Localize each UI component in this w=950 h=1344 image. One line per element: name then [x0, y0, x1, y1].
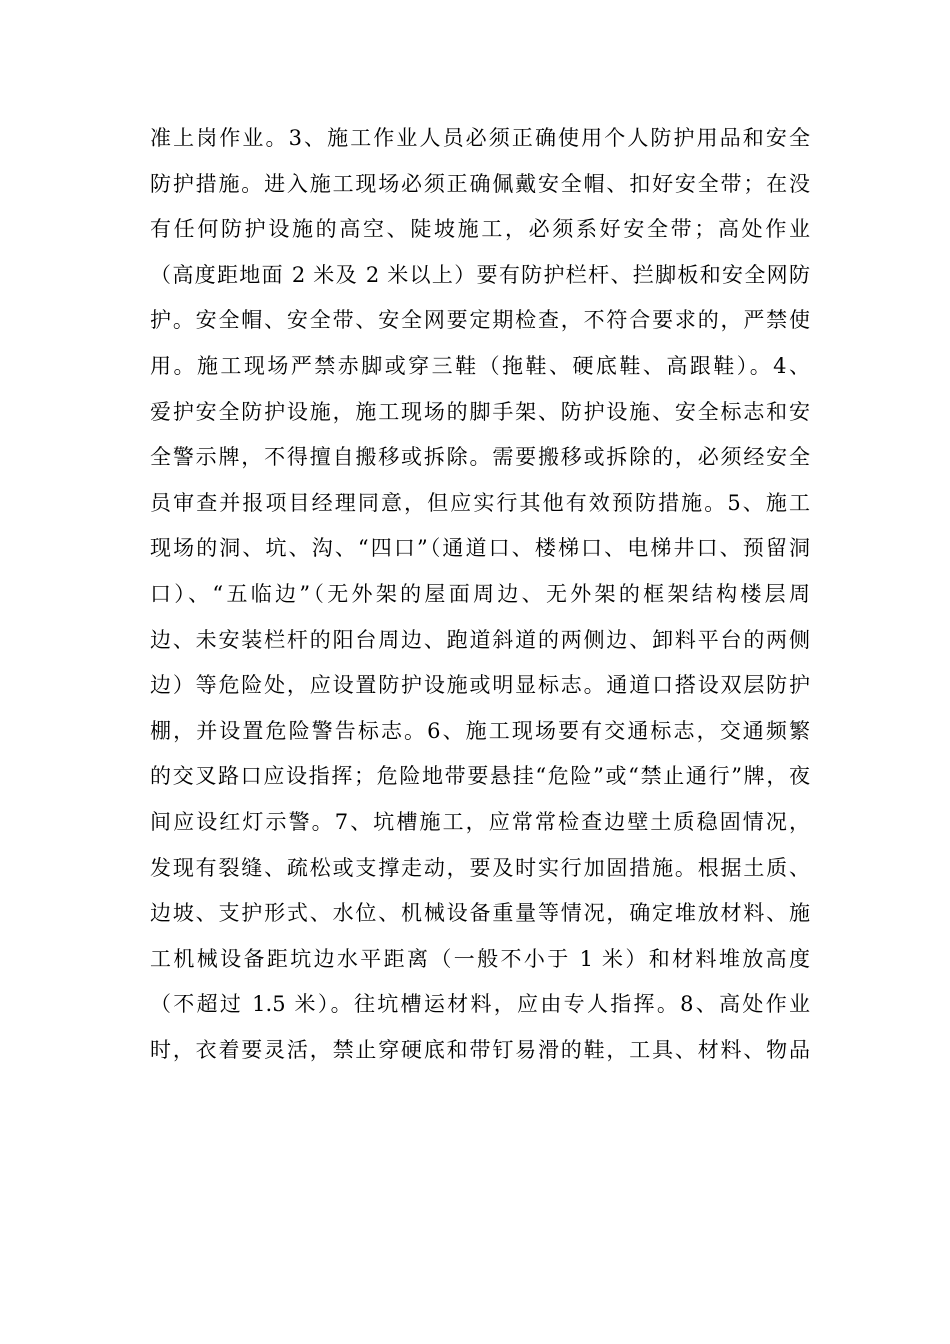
- text-line: 棚，并设置危险警告标志。6、施工现场要有交通标志，交通频繁: [150, 718, 810, 743]
- text-line: 防护措施。进入施工现场必须正确佩戴安全帽、扣好安全带；在没: [150, 171, 810, 196]
- text-line: 的交叉路口应设指挥；危险地带要悬挂“危险”或“禁止通行”牌，夜: [150, 764, 810, 789]
- body-text: [150, 116, 810, 1073]
- text-line: 准上岗作业。3、施工作业人员必须正确使用个人防护用品和安全: [150, 126, 810, 150]
- text-line: 护。安全帽、安全带、安全网要定期检查，不符合要求的，严禁使: [150, 308, 810, 333]
- text-line: 时，衣着要灵活，禁止穿硬底和带钉易滑的鞋，工具、材料、物品: [150, 1037, 810, 1062]
- text-line: 边坡、支护形式、水位、机械设备重量等情况，确定堆放材料、施: [150, 901, 810, 926]
- text-line: 全警示牌，不得擅自搬移或拆除。需要搬移或拆除的，必须经安全: [150, 445, 810, 470]
- text-line: 边、未安装栏杆的阳台周边、跑道斜道的两侧边、卸料平台的两侧: [150, 627, 810, 652]
- text-line: 工机械设备距坑边水平距离（一般不小于 1 米）和材料堆放高度: [150, 946, 810, 971]
- text-line: 口）、“五临边”（无外架的屋面周边、无外架的框架结构楼层周: [150, 581, 810, 606]
- text-line: （高度距地面 2 米及 2 米以上）要有防护栏杆、拦脚板和安全网防: [150, 262, 810, 287]
- text-line: 间应设红灯示警。7、坑槽施工，应常常检查边壁土质稳固情况，: [150, 809, 810, 834]
- text-line: 有任何防护设施的高空、陡坡施工，必须系好安全带；高处作业: [150, 217, 810, 242]
- text-line: 边）等危险处，应设置防护设施或明显标志。通道口搭设双层防护: [150, 673, 810, 698]
- text-line: 爱护安全防护设施，施工现场的脚手架、防护设施、安全标志和安: [150, 399, 810, 424]
- text-line: 现场的洞、坑、沟、“四口”（通道口、楼梯口、电梯井口、预留洞: [150, 536, 810, 561]
- text-line: 发现有裂缝、疏松或支撑走动，要及时实行加固措施。根据土质、: [150, 855, 810, 880]
- text-line: 用。施工现场严禁赤脚或穿三鞋（拖鞋、硬底鞋、高跟鞋）。4、: [150, 353, 810, 378]
- text-line: （不超过 1.5 米）。往坑槽运材料，应由专人指挥。8、高处作业: [150, 992, 810, 1017]
- text-line: 员审查并报项目经理同意，但应实行其他有效预防措施。5、施工: [150, 490, 810, 515]
